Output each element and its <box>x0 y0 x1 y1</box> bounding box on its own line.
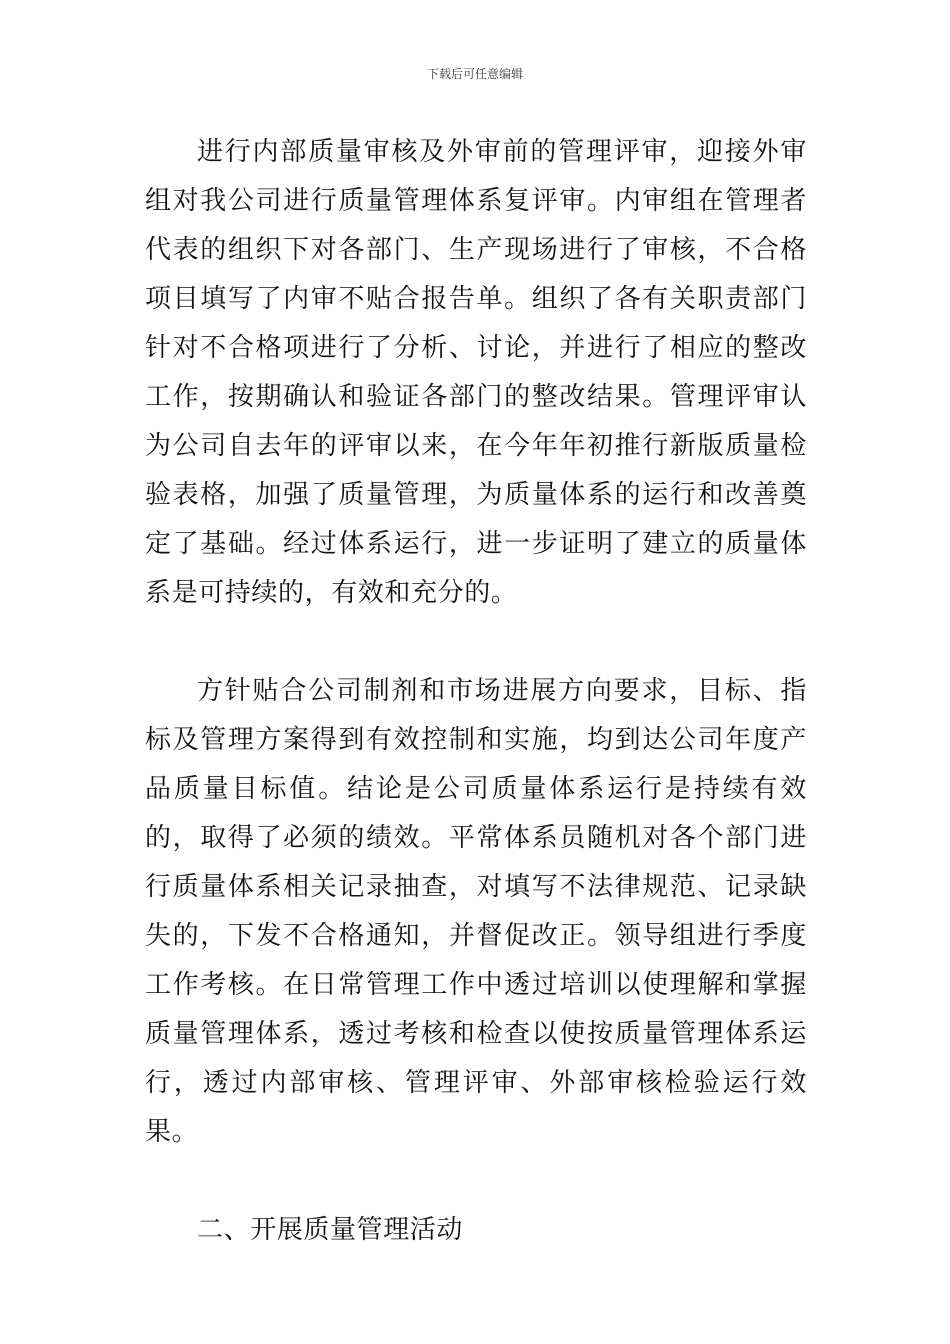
section-heading: 二、开展质量管理活动 <box>197 1215 464 1245</box>
paragraph-internal-audit: 进行内部质量审核及外审前的管理评审，迎接外审组对我公司进行质量管理体系复评审。内审组在管理者代表的组织下对各部门、生产现场进行了审核，不合格项目填写了内审不贴合报告单。组织了各有关职责部门针对不合格项进行了分析、讨论，并进行了相应的整改工作，按期确认和验证各部门的整改结果。管理评审认为公司自去年的评审以来，在今年年初推行新版质量检验表格，加强了质量管理，为质量体系的运行和改善奠定了基础。经过体系运行，进一步证明了建立的质量体系是可持续的，有效和充分的。 <box>145 137 807 608</box>
page-header-note: 下载后可任意编辑 <box>426 67 523 81</box>
document-body <box>145 128 807 1255</box>
paragraph-policy-objectives: 方针贴合公司制剂和市场进展方向要求，目标、指标及管理方案得到有效控制和实施，均到达公司年度产品质量目标值。结论是公司质量体系运行是持续有效的，取得了必须的绩效。平常体系员随机对各个部门进行质量体系相关记录抽查，对填写不法律规范、记录缺失的，下发不合格通知，并督促改正。领导组进行季度工作考核。在日常管理工作中透过培训以使理解和掌握质量管理体系，透过考核和检查以使按质量管理体系运行，透过内部审核、管理评审、外部审核检验运行效果。 <box>145 676 807 1147</box>
